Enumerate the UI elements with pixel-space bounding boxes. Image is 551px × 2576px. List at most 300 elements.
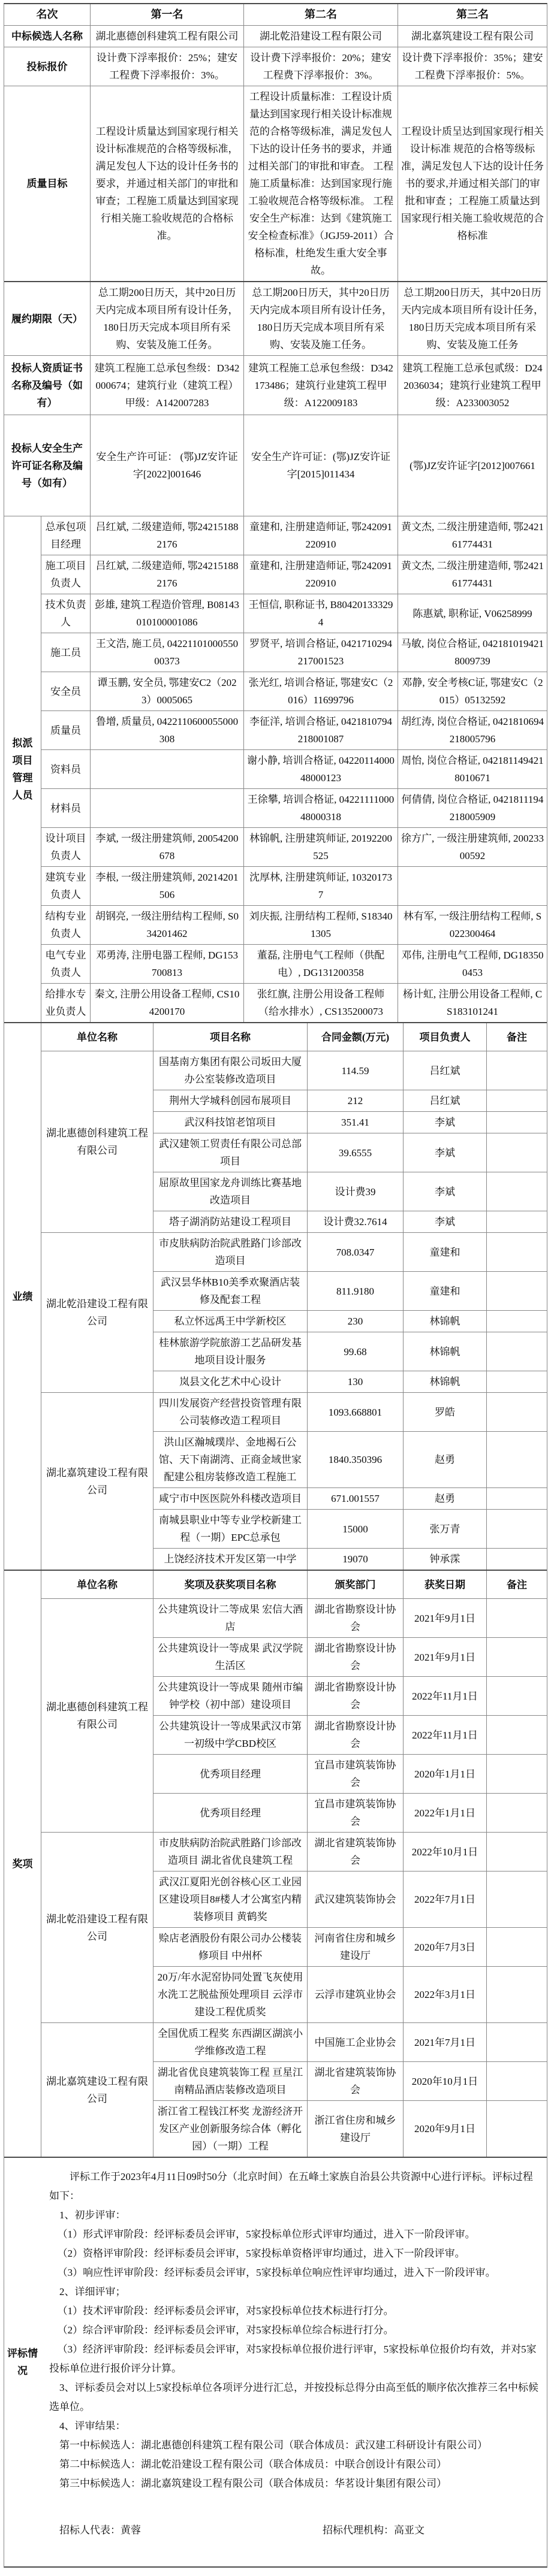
personnel-section-label: 拟派项目管理人员 [12, 737, 33, 801]
candidate-3-cell: 工程设计质呈达到国家现行相关设计标准 规范的合格等级标准，满足发包人下达的设计任务书的要求,并通过相关部门的审批和审查 ；工程施工质量达到国家现行相关施工验收规范的合格标准 [398, 86, 547, 281]
performance-section [4, 1022, 547, 1570]
award-row [153, 1871, 547, 1927]
award-row [153, 1715, 547, 1754]
table-row [4, 415, 547, 516]
personnel-section [4, 516, 547, 1022]
candidate-1-cell: 建筑工程施工总承包叁级：D342000674；建筑行业（建筑工程）甲级：A142007283 [90, 356, 243, 415]
candidate-3-person: 杨计虹, 注册公用设备工程师, CS183101241 [398, 984, 547, 1022]
contract-amount: 99.68 [307, 1332, 403, 1371]
project-manager: 赵勇 [403, 1432, 486, 1487]
candidate-3-cell: 建筑工程施工总承包贰级：D242036034；建筑行业建筑工程甲级：A233003052 [398, 356, 547, 415]
remark-cell [486, 1393, 547, 1431]
performance-row [153, 1548, 547, 1570]
candidate-3-person: 马敏, 岗位合格证, 0421810194218009739 [398, 633, 547, 672]
personnel-row [41, 905, 547, 944]
candidate-1-person: 邓勇涛, 注册电器工程师, DG153700813 [90, 945, 243, 983]
company-name: 湖北嘉筑建设工程有限公司 [41, 1393, 153, 1570]
candidate-1-person: 胡钢亮, 一级注册结构工程师, S034201462 [90, 906, 243, 944]
evaluation-step: （2）综合评审阶段：经评标委员会评审，对5家投标单位综合标进行打分。 [57, 2324, 394, 2336]
row-label: 质量目标 [26, 178, 68, 189]
performance-company-group [41, 1232, 547, 1392]
performance-row [153, 1371, 547, 1392]
personnel-row [41, 633, 547, 672]
remark-cell [486, 1755, 547, 1793]
first-candidate-result: 第一中标候选人：湖北惠德创科建筑工程有限公司（联合体成员：武汉建工科研设计有限公司） [59, 2439, 487, 2451]
personnel-row [41, 983, 547, 1022]
award-name: 优秀项目经理 [153, 1755, 307, 1793]
column-header-remark: 备注 [486, 1023, 547, 1051]
candidate-3-person: 陈惠斌, 职称证, V06258999 [398, 594, 547, 633]
performance-row [153, 1431, 547, 1487]
candidate-1-cell: 湖北惠德创科建筑工程有限公司 [90, 26, 243, 47]
personnel-role: 电气专业负责人 [41, 945, 90, 983]
remark-cell [486, 1371, 547, 1392]
candidate-1-person: 王文浩, 施工员, 0422110100055000373 [90, 633, 243, 672]
personnel-row [41, 555, 547, 594]
candidate-2-person: 罗贤平, 培训合格证, 0421710294217001523 [243, 633, 398, 672]
award-department: 宜昌市建筑装饰协会 [307, 1755, 403, 1793]
company-name: 湖北嘉筑建设工程有限公司 [41, 2023, 153, 2157]
performance-body [41, 1023, 547, 1570]
project-manager: 李斌 [403, 1133, 486, 1172]
project-manager: 李斌 [403, 1211, 486, 1232]
award-row [153, 1754, 547, 1793]
award-name: 优秀项目经理 [153, 1794, 307, 1832]
award-row [153, 1637, 547, 1676]
candidate-2-cell: 工程设计质量标准：工程设计质量达到国家现行相关设计标准规范的合格等级标准，满足发包人下达的设计任务书的要求，并通过相关部门的审批和审查。 工程施工质量标准：达到国家现行施工验收规范合格等级标准。 工程安全生产标准：达到《建筑施工安全检查标准》（JGJ59-2011）合格标准，杜绝发生重大安全事故。 [243, 86, 398, 281]
table-row [4, 86, 547, 281]
candidate-2-cell: 设计费下浮率报价：20%；建安工程费下浮率报价：3%。 [243, 47, 398, 86]
award-name: 浙江省工程钱江杯奖 龙游经济开发区产业创新服务综合体（孵化园）（一期）工程 [153, 2101, 307, 2157]
column-header-remark: 备注 [486, 1571, 547, 1598]
remark-cell [486, 1967, 547, 2022]
row-label: 投标人安全生产许可证名称及编号（如有） [11, 442, 83, 489]
personnel-row [41, 827, 547, 866]
personnel-row [41, 866, 547, 905]
award-date: 2022年10月1日 [403, 1833, 486, 1871]
award-row [153, 1793, 547, 1832]
remark-cell [486, 1211, 547, 1232]
award-name: 公共建筑设计一等成果武汉市第一初级中学CBD校区 [153, 1716, 307, 1754]
project-manager: 林锦帆 [403, 1371, 486, 1392]
rank-header-row [4, 4, 547, 25]
award-row [153, 1676, 547, 1715]
company-name: 湖北乾沿建设工程有限公司 [41, 1233, 153, 1392]
project-name: 武汉科技馆老馆项目 [153, 1112, 307, 1133]
rank-third: 第三名 [398, 4, 547, 25]
award-department: 湖北省勘察设计协会 [307, 1599, 403, 1637]
candidate-1-person: 李斌, 一级注册建筑师, 20054200678 [90, 828, 243, 866]
candidate-3-person: 胡红涛, 岗位合格证, 0421810694218005796 [398, 711, 547, 749]
candidate-3-person: 周怡, 岗位合格证, 0421811494218010671 [398, 750, 547, 788]
award-department: 湖北省勘察设计协会 [307, 1677, 403, 1715]
award-department: 浙江省住房和城乡建设厅 [307, 2101, 403, 2157]
project-manager: 童建和 [403, 1272, 486, 1310]
remark-cell [486, 1794, 547, 1832]
personnel-rows [41, 516, 547, 1022]
performance-row [153, 1133, 547, 1172]
personnel-role: 结构专业负责人 [41, 906, 90, 944]
candidate-1-person: 秦文, 注册公用设备工程师, CS104200170 [90, 984, 243, 1022]
project-name: 武汉建领工贸责任有限公司总部项目 [153, 1133, 307, 1172]
column-header-amount: 合同金额(万元) [307, 1023, 403, 1051]
award-date: 2020年1月1日 [403, 1755, 486, 1793]
candidate-1-cell: 设计费下浮率报价：25%；建安工程费下浮率报价：3%。 [90, 47, 243, 86]
column-header-manager: 项目负责人 [403, 1023, 486, 1051]
performance-row [153, 1172, 547, 1211]
personnel-row [41, 710, 547, 749]
awards-company-group [41, 1832, 547, 2022]
award-date: 2020年10月1日 [403, 2062, 486, 2100]
company-project-rows [153, 1051, 547, 1232]
awards-section-label: 奖项 [12, 1858, 33, 1870]
award-department: 湖北省勘察设计协会 [307, 1716, 403, 1754]
candidate-1-person: 李根, 一级注册建筑师, 20214201506 [90, 867, 243, 905]
rank-label: 名次 [36, 8, 58, 20]
award-date: 2020年7月3日 [403, 1928, 486, 1966]
remark-cell [486, 1051, 547, 1090]
award-name: 20万/年水泥窑协同处置飞灰使用水洗工艺脱盐预处理项目 云浮市建设工程优质奖 [153, 1967, 307, 2022]
remark-cell [486, 1272, 547, 1310]
award-date: 2021年9月1日 [403, 1638, 486, 1676]
project-name: 塔子湖消防站建设工程项目 [153, 1211, 307, 1232]
project-name: 四川发展资产经营投资管理有限公司装修改造工程项目 [153, 1393, 307, 1431]
personnel-role: 施工项目负责人 [41, 555, 90, 594]
performance-row [153, 1211, 547, 1232]
evaluation-body [41, 2158, 547, 2566]
evaluation-step: （1）技术评审阶段：经评标委员会评审，对5家投标单位技术标进行打分。 [57, 2305, 394, 2317]
candidate-2-person: 张光红, 培训合格证, 鄂建安C（2016）11699796 [243, 672, 398, 710]
column-header-company: 单位名称 [41, 1571, 153, 1598]
project-name: 岚县文化艺术中心设计 [153, 1371, 307, 1392]
candidate-2-person: 童建和, 注册建造师证, 鄂242091220910 [243, 516, 398, 555]
award-row [153, 2100, 547, 2157]
contract-amount: 230 [307, 1311, 403, 1332]
performance-company-group [41, 1392, 547, 1570]
contract-amount: 114.59 [307, 1051, 403, 1090]
remark-cell [486, 1871, 547, 1927]
remark-cell [486, 1332, 547, 1371]
remark-cell [486, 1432, 547, 1487]
project-name: 私立怀远禹王中学新校区 [153, 1311, 307, 1332]
personnel-role: 总承包项目经理 [41, 516, 90, 555]
project-name: 南城县职业中等专业学校新建工程（一期）EPC总承包 [153, 1510, 307, 1548]
evaluation-intro: 评标工作于2023年4月11日09时50分（北京时间）在五峰土家族自治县公共资源中心进行评标。评标过程如下： [49, 2171, 533, 2202]
contract-amount: 39.6555 [307, 1133, 403, 1172]
remark-cell [486, 1716, 547, 1754]
performance-row [153, 1233, 547, 1271]
candidate-1-person [90, 789, 243, 827]
project-manager: 林锦帆 [403, 1332, 486, 1371]
contract-amount: 设计费39 [307, 1172, 403, 1211]
remark-cell [486, 2101, 547, 2157]
award-row [153, 2061, 547, 2100]
evaluation-step: 1、初步评审： [59, 2209, 126, 2221]
candidate-1-cell: 安全生产许可证： (鄂)JZ安许证字[2022]001646 [90, 415, 243, 516]
column-header-project: 项目名称 [153, 1023, 307, 1051]
candidate-3-person: 林有军, 一级注册结构工程师, S022300464 [398, 906, 547, 944]
company-award-rows [153, 1599, 547, 1832]
candidate-1-person: 吕红斌, 二级建造师, 鄂242151882176 [90, 516, 243, 555]
project-name: 洪山区瀚城璞岸、金地褐石公馆、天下南湖湾、正商金域世家配建公租房装修改造工程施工 [153, 1432, 307, 1487]
candidate-2-cell: 建筑工程施工总承包叁级：D342173486；建筑行业建筑工程甲级：A122009183 [243, 356, 398, 415]
contract-amount: 1840.350396 [307, 1432, 403, 1487]
candidate-3-cell: (鄂)JZ安许证字[2012]007661 [398, 415, 547, 516]
candidate-3-person: 邓静, 安全考核C证, 鄂建安C（2015）05132592 [398, 672, 547, 710]
column-header-award-name: 奖项及获奖项目名称 [153, 1571, 307, 1598]
table-row [4, 355, 547, 415]
award-department: 湖北省勘察设计协会 [307, 1638, 403, 1676]
bidding-agency: 招标代理机构：高亚文 [323, 2524, 424, 2536]
remark-cell [486, 1833, 547, 1871]
candidate-1-person: 谭玉鹏, 安全员, 鄂建安C2（2023）0005065 [90, 672, 243, 710]
remark-cell [486, 1549, 547, 1570]
evaluation-step: 3、评标委员会对以上5家投标单位各项评分进行汇总，并按投标总得分由高至低的顺序依次推荐三名中标候选单位。 [49, 2382, 538, 2412]
candidate-3-person [398, 867, 547, 905]
awards-body [41, 1571, 547, 2157]
project-manager: 吕红斌 [403, 1090, 486, 1111]
company-award-rows [153, 2023, 547, 2157]
project-name: 武汉昙华林B10美季欢聚酒店装修及配套工程 [153, 1272, 307, 1310]
project-name: 桂林旅游学院旅游工艺品研发基地项目设计服务 [153, 1332, 307, 1371]
contract-amount: 811.9180 [307, 1272, 403, 1310]
remark-cell [486, 1172, 547, 1211]
candidate-2-person: 刘庆振, 注册结构工程师, S183401305 [243, 906, 398, 944]
company-name: 湖北乾沿建设工程有限公司 [41, 1833, 153, 2022]
project-manager: 吕红斌 [403, 1051, 486, 1090]
column-header-award-date: 获奖日期 [403, 1571, 486, 1598]
project-manager: 李斌 [403, 1172, 486, 1211]
project-name: 国基南方集团有限公司坂田大厦办公室装修改造项目 [153, 1051, 307, 1090]
third-candidate-result: 第三中标候选人：湖北嘉筑建设工程有限公司（联合体成员：华茗设计集团有限公司） [59, 2478, 447, 2489]
candidate-2-cell: 总工期200日历天，其中20日历天内完成本项目所有设计任务，180日历天完成本项目所有采购、安装及施工任务。 [243, 282, 398, 355]
personnel-role: 材料员 [41, 789, 90, 827]
personnel-row [41, 672, 547, 710]
award-row [153, 1599, 547, 1637]
award-date: 2022年11月1日 [403, 1677, 486, 1715]
award-name: 武汉江夏阳光创谷核心区工业园区建设项目8#楼人才公寓室内精装修项目 黄鹤奖 [153, 1871, 307, 1927]
contract-amount: 130 [307, 1371, 403, 1392]
candidate-3-person: 黄文杰, 二级注册建造师, 鄂242161774431 [398, 516, 547, 555]
project-manager: 李斌 [403, 1112, 486, 1133]
row-label: 投标人资质证书名称及编号（如有） [11, 362, 83, 409]
award-department: 中国施工企业协会 [307, 2023, 403, 2061]
performance-row [153, 1310, 547, 1332]
contract-amount: 设计费32.7614 [307, 1211, 403, 1232]
candidate-2-person: 李征洋, 培训合格证, 0421810794218001087 [243, 711, 398, 749]
candidate-1-person: 吕红斌, 二级建造师, 鄂242151882176 [90, 555, 243, 594]
performance-section-label: 业绩 [12, 1290, 33, 1302]
award-row [153, 1833, 547, 1871]
award-name: 湖北省优良建筑装饰工程 亘星江南精品酒店装修改造项目 [153, 2062, 307, 2100]
candidate-2-person: 童建和, 注册建造师证, 鄂242091220910 [243, 555, 398, 594]
remark-cell [486, 1510, 547, 1548]
contract-amount: 15000 [307, 1510, 403, 1548]
company-project-rows [153, 1233, 547, 1392]
award-name: 公共建筑设计一等成果 武汉学院生活区 [153, 1638, 307, 1676]
evaluation-step: （1）形式评审阶段：经评标委员会评审，5家投标单位形式评审均通过，进入下一阶段评审。 [57, 2229, 475, 2240]
signature-row [49, 2521, 538, 2540]
evaluation-step: 2、详细评审； [59, 2286, 126, 2297]
remark-cell [486, 1599, 547, 1637]
evaluation-section [4, 2157, 547, 2566]
personnel-body [41, 516, 547, 1022]
candidate-2-cell: 安全生产许可证：(鄂)JZ安许证字[2015]011434 [243, 415, 398, 516]
remark-cell [486, 2062, 547, 2100]
candidate-3-cell: 设计费下浮率报价：35%；建安工程费下浮率报价：5%。 [398, 47, 547, 86]
performance-row [153, 1051, 547, 1090]
rank-second: 第二名 [243, 4, 398, 25]
project-manager: 赵勇 [403, 1488, 486, 1509]
candidate-2-cell: 湖北乾沿建设工程有限公司 [243, 26, 398, 47]
contract-amount: 671.001557 [307, 1488, 403, 1509]
award-name: 全国优质工程奖 东西湖区湖滨小学维修改造工程 [153, 2023, 307, 2061]
award-department: 河南省住房和城乡建设厅 [307, 1928, 403, 1966]
awards-company-group [41, 2022, 547, 2157]
project-manager: 童建和 [403, 1233, 486, 1271]
candidate-3-cell: 湖北嘉筑建设工程有限公司 [398, 26, 547, 47]
award-date: 2022年7月1日 [403, 1871, 486, 1927]
personnel-role: 设计项目负责人 [41, 828, 90, 866]
contract-amount: 212 [307, 1090, 403, 1111]
table-row [4, 281, 547, 355]
rank-first: 第一名 [90, 4, 243, 25]
contract-amount: 19070 [307, 1549, 403, 1570]
performance-row [153, 1487, 547, 1509]
project-name: 屈原故里国家龙舟训练比赛基地改造项目 [153, 1172, 307, 1211]
award-row [153, 1966, 547, 2022]
award-date: 2022年3月1日 [403, 1967, 486, 2022]
project-name: 上饶经济技术开发区第一中学 [153, 1549, 307, 1570]
performance-header-row [41, 1023, 547, 1051]
remark-cell [486, 1677, 547, 1715]
candidate-3-person: 黄文杰, 二级注册建造师, 鄂242161774431 [398, 555, 547, 594]
candidate-1-cell: 总工期200日历天，其中20日历天内完成本项目所有设计任务，180日历天完成本项目所有采购、安装及施工任务。 [90, 282, 243, 355]
project-manager: 钟承霂 [403, 1549, 486, 1570]
personnel-role: 给排水专业负责人 [41, 984, 90, 1022]
company-award-rows [153, 1833, 547, 2022]
performance-row [153, 1332, 547, 1371]
candidate-2-person: 董磊, 注册电气工程师（供配电）, DG131200358 [243, 945, 398, 983]
award-name: 市皮肤病防治院武胜路门诊部改造项目 湖北省优良建筑工程 [153, 1833, 307, 1871]
awards-groups [41, 1598, 547, 2157]
performance-groups [41, 1051, 547, 1570]
award-date: 2020年9月1日 [403, 2101, 486, 2157]
performance-row [153, 1111, 547, 1133]
personnel-row [41, 516, 547, 555]
remark-cell [486, 1311, 547, 1332]
personnel-role: 资料员 [41, 750, 90, 788]
table-row [4, 47, 547, 86]
project-name: 荆州大学城科创园布展项目 [153, 1090, 307, 1111]
award-department: 武汉建筑装饰协会 [307, 1871, 403, 1927]
candidate-2-person: 张红旗, 注册公用设备工程师（给水排水）, CS135200073 [243, 984, 398, 1022]
award-name: 公共建筑设计二等成果 宏信大酒店 [153, 1599, 307, 1637]
performance-row [153, 1393, 547, 1431]
candidate-1-person [90, 750, 243, 788]
personnel-row [41, 944, 547, 983]
row-label: 中标候选人名称 [11, 31, 83, 42]
award-department: 云浮市建筑业协会 [307, 1967, 403, 2022]
contract-amount: 708.0347 [307, 1233, 403, 1271]
awards-section [4, 1570, 547, 2157]
candidate-2-person: 王恒信, 职称证书, B804201333294 [243, 594, 398, 633]
award-department: 宜昌市建筑装饰协会 [307, 1794, 403, 1832]
evaluation-step: （3）经济评审阶段：经评标委员会评审，对5家投标单位报价进行评审，5家投标单位报价均有效，并对5家投标单位进行报价评分计算。 [49, 2344, 537, 2374]
award-name: 公共建筑设计一等成果 随州市编钟学校（初中部）建设项目 [153, 1677, 307, 1715]
candidate-3-person: 何倩倩, 岗位合格证, 0421811194218005909 [398, 789, 547, 827]
performance-row [153, 1509, 547, 1548]
remark-cell [486, 1488, 547, 1509]
candidate-3-person: 邓伟, 注册电气工程师, DG183500453 [398, 945, 547, 983]
remark-cell [486, 2023, 547, 2061]
column-header-award-dept: 颁奖部门 [307, 1571, 403, 1598]
award-date: 2021年9月1日 [403, 1599, 486, 1637]
project-manager: 罗皓 [403, 1393, 486, 1431]
evaluation-section-label: 评标情况 [7, 2348, 38, 2377]
evaluation-result-title: 4、评审结果： [59, 2420, 126, 2432]
personnel-row [41, 749, 547, 788]
project-name: 市皮肤病防治院武胜路门诊部改造项目 [153, 1233, 307, 1271]
award-row [153, 2023, 547, 2061]
table-row [4, 25, 547, 47]
personnel-row [41, 788, 547, 827]
contract-amount: 351.41 [307, 1112, 403, 1133]
award-name: 赊店老酒股份有限公司办公楼装修项目 中州杯 [153, 1928, 307, 1966]
awards-company-group [41, 1598, 547, 1832]
personnel-role: 技术负责人 [41, 594, 90, 633]
candidate-1-cell: 工程设计质量达到国家现行相关设计标准规范的合格等级标准，满足发包人下达的设计任务书的要求，并通过相关部门的审批和审查；工程施工质量达到国家现行相关施工验收规范的合格标准。 [90, 86, 243, 281]
evaluation-step: （2）资格评审阶段：经评标委员会评审，5家投标单资格评审均通过，进入下一阶段评审。 [57, 2248, 465, 2259]
awards-header-row [41, 1571, 547, 1598]
remark-cell [486, 1112, 547, 1133]
award-date: 2022年11月1日 [403, 1716, 486, 1754]
company-project-rows [153, 1393, 547, 1570]
award-date: 2022年1月1日 [403, 1794, 486, 1832]
tenderer-representative: 招标人代表：黄蓉 [59, 2524, 141, 2536]
row-label: 履约期限（天） [11, 313, 83, 325]
performance-row [153, 1271, 547, 1310]
bid-evaluation-table [4, 3, 547, 2568]
personnel-row [41, 594, 547, 633]
company-name: 湖北惠德创科建筑工程有限公司 [41, 1599, 153, 1832]
personnel-role: 施工员 [41, 633, 90, 672]
project-name: 咸宁市中医医院外科楼改造项目 [153, 1488, 307, 1509]
project-manager: 林锦帆 [403, 1311, 486, 1332]
second-candidate-result: 第二中标候选人：湖北乾沿建设工程有限公司（联合体成员：中联合创设计有限公司） [59, 2459, 447, 2470]
row-label: 投标报价 [26, 61, 68, 72]
column-header-company: 单位名称 [41, 1023, 153, 1051]
personnel-role: 安全员 [41, 672, 90, 710]
candidate-3-person: 徐方广, 一级注册建筑师, 20023300592 [398, 828, 547, 866]
award-department: 湖北省建筑装饰协会 [307, 1833, 403, 1871]
candidate-1-person: 鲁增, 质量员, 0422110600055000308 [90, 711, 243, 749]
personnel-role: 建筑专业负责人 [41, 867, 90, 905]
remark-cell [486, 1638, 547, 1676]
award-row [153, 1927, 547, 1966]
candidate-2-person: 谢小静, 培训合格证, 0422011400048000123 [243, 750, 398, 788]
candidate-1-person: 彭雄, 建筑工程造价管理, B08143010100001086 [90, 594, 243, 633]
candidate-3-cell: 总工期200日历天，其中20日历天内完成本项目所有设计任务，180日历天完成本项目所有采购、安装及施工任务 [398, 282, 547, 355]
top-rows [4, 25, 547, 516]
candidate-2-person: 王徐攀, 培训合格证, 0422111100048000318 [243, 789, 398, 827]
contract-amount: 1093.668801 [307, 1393, 403, 1431]
performance-row [153, 1090, 547, 1111]
remark-cell [486, 1133, 547, 1172]
performance-company-group [41, 1051, 547, 1232]
award-department: 湖北省建筑装饰协会 [307, 2062, 403, 2100]
candidate-2-person: 沈厚林, 注册建筑师证, 103201737 [243, 867, 398, 905]
